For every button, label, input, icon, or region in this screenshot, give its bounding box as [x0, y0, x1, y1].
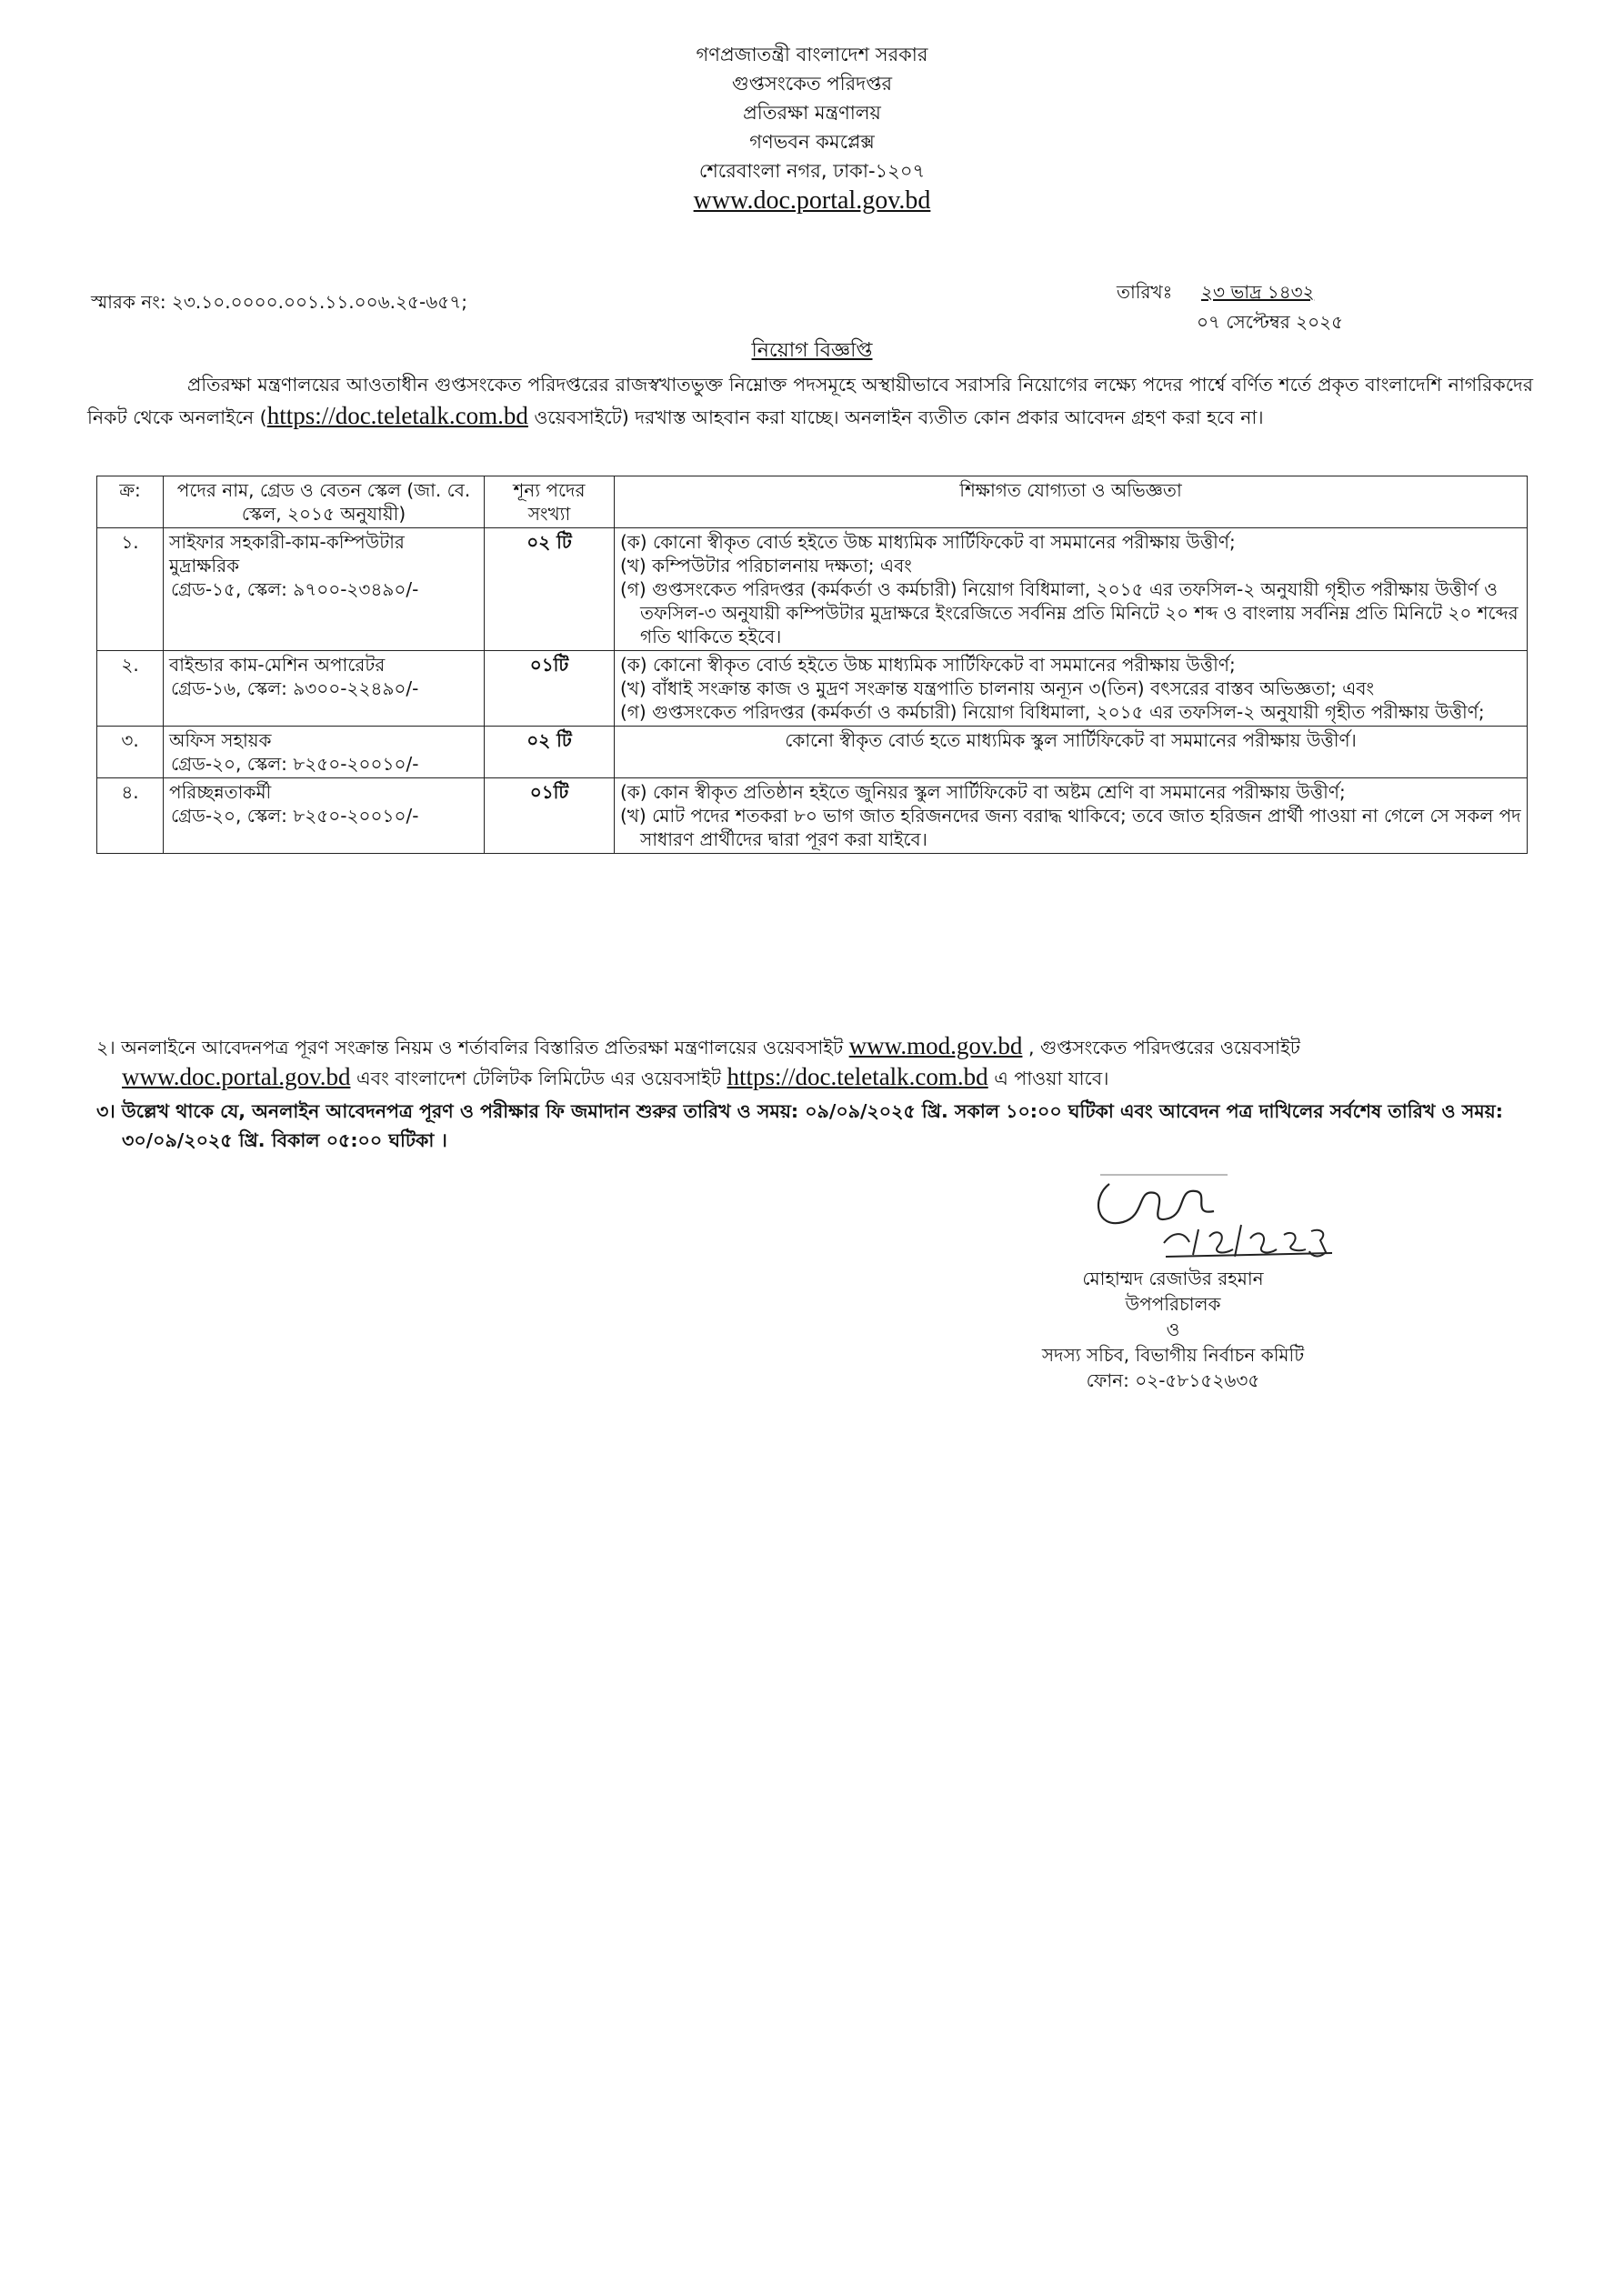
- notes-section: [96, 1031, 1533, 1158]
- table-row: [97, 778, 1528, 854]
- handwritten-signature: [1082, 1166, 1355, 1266]
- signatory-phone: ফোন: ০২-৫৮১৫২৬৩৫: [1086, 1369, 1260, 1391]
- notice-title: [0, 335, 1624, 368]
- intro-text-before: প্রতিরক্ষা মন্ত্রণালয়ের আওতাধীন গুপ্তসংকেত পরিদপ্তরের রাজস্বখাতভুক্ত নিম্নোক্ত পদসমূহে অস্থায়ীভাবে সরাসরি নিয়োগের লক্ষ্যে পদের পার্শ্বে বর্ণিত শর্তে প্রকৃত বাংলাদেশি নাগরিকদের নিকট থেকে অনলাইনে (: [87, 374, 1533, 428]
- header-sl: ক্র:: [97, 476, 164, 528]
- qualification-item: (গ) গুপ্তসংকেত পরিদপ্তর (কর্মকর্তা ও কর্মচারী) নিয়োগ বিধিমালা, ২০১৫ এর তফসিল-২ অনুযায়ী গৃহীত পরীক্ষায় উত্তীর্ণ;: [620, 701, 1485, 723]
- date-block: [1117, 277, 1343, 337]
- row-post: [164, 651, 485, 727]
- row-qualification: [615, 727, 1528, 778]
- qualification-item: (ক) কোনো স্বীকৃত বোর্ড হইতে উচ্চ মাধ্যমিক সার্টিফিকেট বা সমমানের পরীক্ষায় উত্তীর্ণ;: [620, 654, 1236, 676]
- row-post: [164, 727, 485, 778]
- date-english: ০৭ সেপ্টেম্বর ২০২৫: [1197, 311, 1344, 333]
- row-qualification: [615, 778, 1528, 854]
- post-name: সাইফার সহকারী-কাম-কম্পিউটার মুদ্রাক্ষরিক: [169, 531, 405, 577]
- row-vacancy: ০১টি: [485, 651, 615, 727]
- row-sl: ৩.: [97, 727, 164, 778]
- post-grade: গ্রেড-২০, স্কেল: ৮২৫০-২০০১০/-: [171, 805, 419, 827]
- qualification-item: কোনো স্বীকৃত বোর্ড হতে মাধ্যমিক স্কুল সার্টিফিকেট বা সমমানের পরীক্ষায় উত্তীর্ণ।: [785, 729, 1357, 751]
- row-vacancy: ০২ টি: [485, 727, 615, 778]
- memo-number: স্মারক নং: ২৩.১০.০০০০.০০১.১১.০০৬.২৫-৬৫৭;: [91, 291, 467, 313]
- row-vacancy: ০১টি: [485, 778, 615, 854]
- note-2-text-d: এ পাওয়া যাবে।: [987, 1068, 1109, 1089]
- posts-table: [96, 476, 1528, 854]
- signatory-name: মোহাম্মদ রেজাউর রহমান: [1082, 1268, 1264, 1289]
- post-grade: গ্রেড-১৬, স্কেল: ৯৩০০-২২৪৯০/-: [171, 677, 419, 699]
- letterhead: [0, 40, 1624, 216]
- header-line: প্রতিরক্ষা মন্ত্রণালয়: [743, 102, 881, 124]
- header-line: গুপ্তসংকেত পরিদপ্তর: [731, 73, 892, 95]
- table-row: [97, 528, 1528, 651]
- table-row: [97, 727, 1528, 778]
- note-2-text-a: ২। অনলাইনে আবেদনপত্র পূরণ সংক্রান্ত নিয়ম ও শর্তাবলির বিস্তারিত প্রতিরক্ষা মন্ত্রণালয়ের ওয়েবসাইট: [96, 1037, 849, 1058]
- post-grade: গ্রেড-১৫, স্কেল: ৯৭০০-২৩৪৯০/-: [171, 578, 419, 600]
- qualification-item: (ক) কোনো স্বীকৃত বোর্ড হইতে উচ্চ মাধ্যমিক সার্টিফিকেট বা সমমানের পরীক্ষায় উত্তীর্ণ;: [620, 531, 1236, 553]
- signatory-and: ও: [1166, 1318, 1180, 1340]
- row-vacancy: ০২ টি: [485, 528, 615, 651]
- signatory-designation: উপপরিচালক: [1125, 1293, 1221, 1315]
- row-sl: ১.: [97, 528, 164, 651]
- note-2-text-c: এবং বাংলাদেশ টেলিটক লিমিটেড এর ওয়েবসাইট: [350, 1068, 727, 1089]
- row-sl: ৪.: [97, 778, 164, 854]
- table-header-row: [97, 476, 1528, 528]
- header-post: পদের নাম, গ্রেড ও বেতন স্কেল (জা. বে. স্কেল, ২০১৫ অনুযায়ী): [164, 476, 485, 528]
- doc-portal-link[interactable]: www.doc.portal.gov.bd: [122, 1063, 351, 1090]
- teletalk-link[interactable]: https://doc.teletalk.com.bd: [266, 402, 528, 429]
- qualification-item: (খ) বাঁধাই সংক্রান্ত কাজ ও মুদ্রণ সংক্রান্ত যন্ত্রপাতি চালনায় অন্যূন ৩(তিন) বৎসরের বাস্তব অভিজ্ঞতা; এবং: [620, 677, 1375, 699]
- post-name: অফিস সহায়ক: [169, 729, 272, 751]
- note-3: ৩। উল্লেখ থাকে যে, অনলাইন আবেদনপত্র পূরণ ও পরীক্ষার ফি জমাদান শুরুর তারিখ ও সময়: ০৯/০৯/২০২৫ খ্রি. সকাল ১০:০০ ঘটিকা এবং আবেদন পত্র দাখিলের সর্বশেষ তারিখ ও সময়: ৩০/০৯/২০২৫ খ্রি. বিকাল ০৫:০০ ঘটিকা ।: [96, 1100, 1503, 1151]
- post-grade: গ্রেড-২০, স্কেল: ৮২৫০-২০০১০/-: [171, 753, 419, 775]
- date-bangla: ২৩ ভাদ্র ১৪৩২: [1201, 281, 1315, 303]
- table-row: [97, 651, 1528, 727]
- intro-text-after: ওয়েবসাইটে) দরখাস্ত আহবান করা যাচ্ছে। অনলাইন ব্যতীত কোন প্রকার আবেদন গ্রহণ করা হবে না।: [527, 406, 1264, 428]
- row-post: [164, 778, 485, 854]
- notice-title-text: নিয়োগ বিজ্ঞপ্তি: [751, 339, 873, 362]
- post-name: বাইন্ডার কাম-মেশিন অপারেটর: [169, 654, 386, 676]
- qualification-item: (খ) মোট পদের শতকরা ৮০ ভাগ জাত হরিজনদের জন্য বরাদ্ধ থাকিবে; তবে জাত হরিজন প্রার্থী পাওয়া না গেলে সে সকল পদ সাধারণ প্রার্থীদের দ্বারা পূরণ করা যাইবে।: [620, 805, 1521, 850]
- intro-paragraph: [87, 369, 1533, 433]
- header-qualification: শিক্ষাগত যোগ্যতা ও অভিজ্ঞতা: [615, 476, 1528, 528]
- post-name: পরিচ্ছন্নতাকর্মী: [169, 781, 272, 803]
- header-line: গণপ্রজাতন্ত্রী বাংলাদেশ সরকার: [696, 44, 928, 65]
- signatory-details: [982, 1266, 1364, 1393]
- row-qualification: [615, 528, 1528, 651]
- note-2-text-b: , গুপ্তসংকেত পরিদপ্তরের ওয়েবসাইট: [1022, 1037, 1300, 1058]
- date-label: তারিখঃ: [1117, 281, 1173, 303]
- header-line: গণভবন কমপ্লেক্স: [749, 131, 875, 153]
- header-line: শেরেবাংলা নগর, ঢাকা-১২০৭: [698, 160, 926, 182]
- row-sl: ২.: [97, 651, 164, 727]
- mod-website-link[interactable]: www.mod.gov.bd: [848, 1032, 1023, 1059]
- teletalk-link[interactable]: https://doc.teletalk.com.bd: [727, 1063, 988, 1090]
- header-vacancy: শূন্য পদের সংখ্যা: [485, 476, 615, 528]
- note-2: [96, 1031, 1533, 1093]
- qualification-item: (গ) গুপ্তসংকেত পরিদপ্তর (কর্মকর্তা ও কর্মচারী) নিয়োগ বিধিমালা, ২০১৫ এর তফসিল-২ অনুযায়ী গৃহীত পরীক্ষায় উত্তীর্ণ ও তফসিল-৩ অনুযায়ী কম্পিউটার মুদ্রাক্ষরে ইংরেজিতে সর্বনিম্ন প্রতি মিনিটে ২০ শব্দ ও বাংলায় সর্বনিম্ন প্রতি মিনিটে ২০ শব্দের গতি থাকিতে হইবে।: [620, 578, 1519, 647]
- row-post: [164, 528, 485, 651]
- header-website-link[interactable]: www.doc.portal.gov.bd: [693, 186, 931, 215]
- row-qualification: [615, 651, 1528, 727]
- qualification-item: (ক) কোন স্বীকৃত প্রতিষ্ঠান হইতে জুনিয়র স্কুল সার্টিফিকেট বা অষ্টম শ্রেণি বা সমমানের পরীক্ষায় উত্তীর্ণ;: [620, 781, 1346, 803]
- signatory-role: সদস্য সচিব, বিভাগীয় নির্বাচন কমিটি: [1041, 1344, 1305, 1366]
- qualification-item: (খ) কম্পিউটার পরিচালনায় দক্ষতা; এবং: [620, 555, 912, 577]
